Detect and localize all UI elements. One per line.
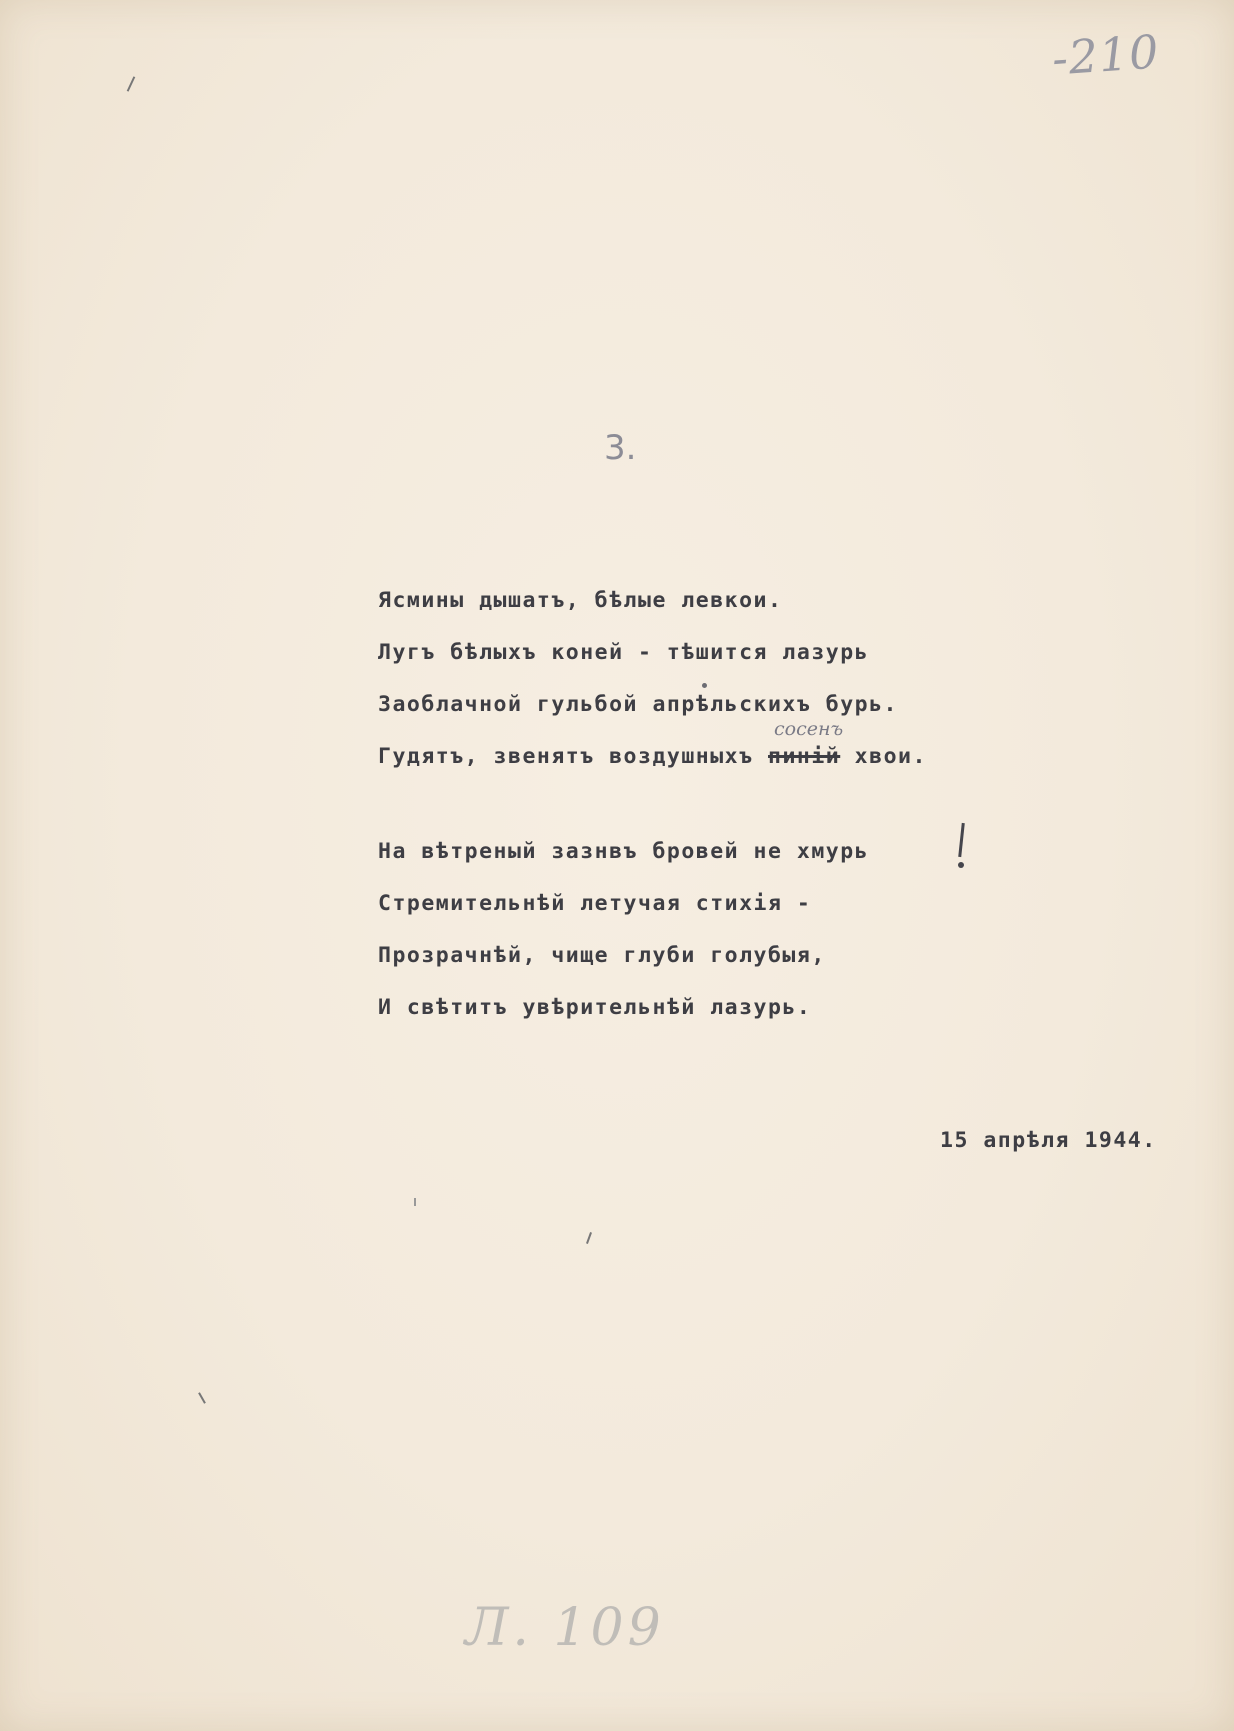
struck-word-text: пиній [768, 744, 841, 769]
stanza1-line4-after: хвои. [840, 744, 927, 769]
stanza2-line4: И свѣтитъ увѣрительнѣй лазурь. [378, 995, 812, 1020]
ink-dot [702, 683, 707, 688]
stanza1-line4 [378, 718, 927, 794]
stanza2-line1: На вѣтреный зазнвъ бровей не хмурь [378, 839, 870, 864]
stanza1-line2: Лугъ бѣлыхъ коней - тѣшится лазурь [378, 640, 870, 665]
stray-mark [414, 1198, 416, 1206]
stanza2-line2: Стремительнѣй летучая стихія - [378, 891, 812, 916]
stanza1-line3: Заоблачной гульбой апрѣльскихъ бурь. [378, 692, 898, 717]
section-number: 3. [604, 428, 637, 468]
struck-word [768, 718, 844, 772]
stray-mark [586, 1232, 592, 1244]
poem-text [378, 586, 927, 1045]
stanza1-line4-before: Гудятъ, звенятъ воздушныхъ [378, 744, 768, 769]
handwritten-exclamation-dot [958, 862, 964, 868]
stray-mark [127, 76, 136, 91]
handwritten-correction: сосенъ [774, 718, 844, 740]
stray-mark [198, 1392, 206, 1403]
stanza-gap [378, 794, 927, 837]
folio-number: Л. 109 [465, 1598, 665, 1658]
handwritten-exclamation-stroke [958, 823, 965, 857]
stanza1-line1: Ясмины дышатъ, бѣлые левкои. [378, 588, 783, 613]
stanza2-line3: Прозрачнѣй, чище глуби голубыя, [378, 943, 826, 968]
archive-number: -210 [1050, 24, 1162, 86]
poem-date: 15 апрѣля 1944. [940, 1128, 1157, 1153]
